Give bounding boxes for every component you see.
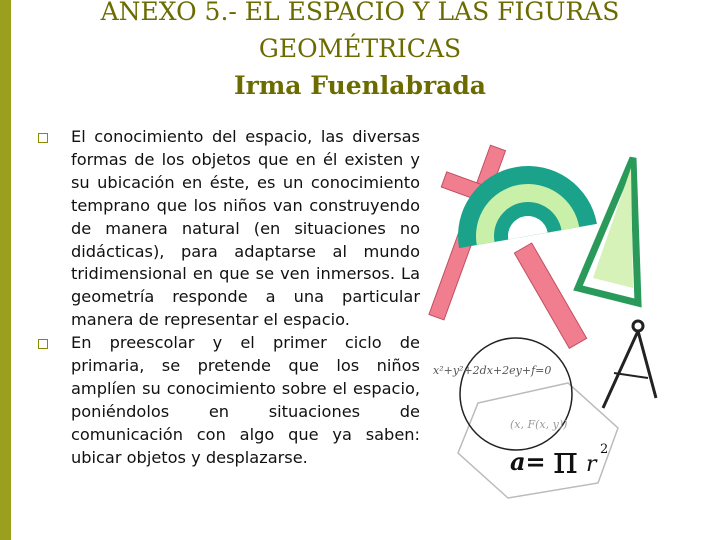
bullet-list — [38, 126, 420, 470]
left-accent-bar — [0, 0, 11, 540]
function-label: (x, F(x, y)) — [510, 418, 568, 431]
title-line-1: ANEXO 5.- EL ESPACIO Y LAS FIGURAS — [100, 0, 620, 26]
equation-text: x²+y²+2dx+2ey+f=0 — [433, 364, 552, 377]
formula-a: a= — [510, 447, 546, 476]
bullet-item — [38, 332, 420, 469]
compass-icon — [603, 321, 656, 408]
hexagon-shape — [458, 383, 618, 498]
bullet-text: El conocimiento del espacio, las diversas formas de los objetos que en él existen y su ubicación en éste, es un conocimiento temprano que los niños van construyendo de manera natural (en situaciones no didácticas), para adaptarse al mundo tridimensional en que se ven inmersos. La geometría responde a una particular manera de representar el espacio. — [71, 127, 420, 330]
title-line-2: GEOMÉTRICAS — [258, 34, 462, 63]
bullet-item — [38, 126, 420, 332]
bullet-text: En preescolar y el primer ciclo de primaria, se pretende que los niños amplíen su conocimiento sobre el espacio, poniéndolos en situaciones de comunicación con algo que ya saben: ubicar objetos y desplazarse. — [71, 333, 420, 467]
slide-title — [40, 0, 680, 104]
title-author: Irma Fuenlabrada — [233, 71, 486, 100]
geometry-tools-illustration — [428, 128, 678, 528]
bullet-square-icon — [38, 133, 48, 143]
formula-pi: π — [553, 438, 578, 482]
set-square-icon — [578, 158, 638, 303]
formula-r: r — [586, 452, 597, 477]
protractor-icon — [447, 155, 597, 248]
bullet-square-icon — [38, 339, 48, 349]
formula-exponent: 2 — [600, 442, 609, 457]
ruler-icon — [428, 134, 587, 348]
